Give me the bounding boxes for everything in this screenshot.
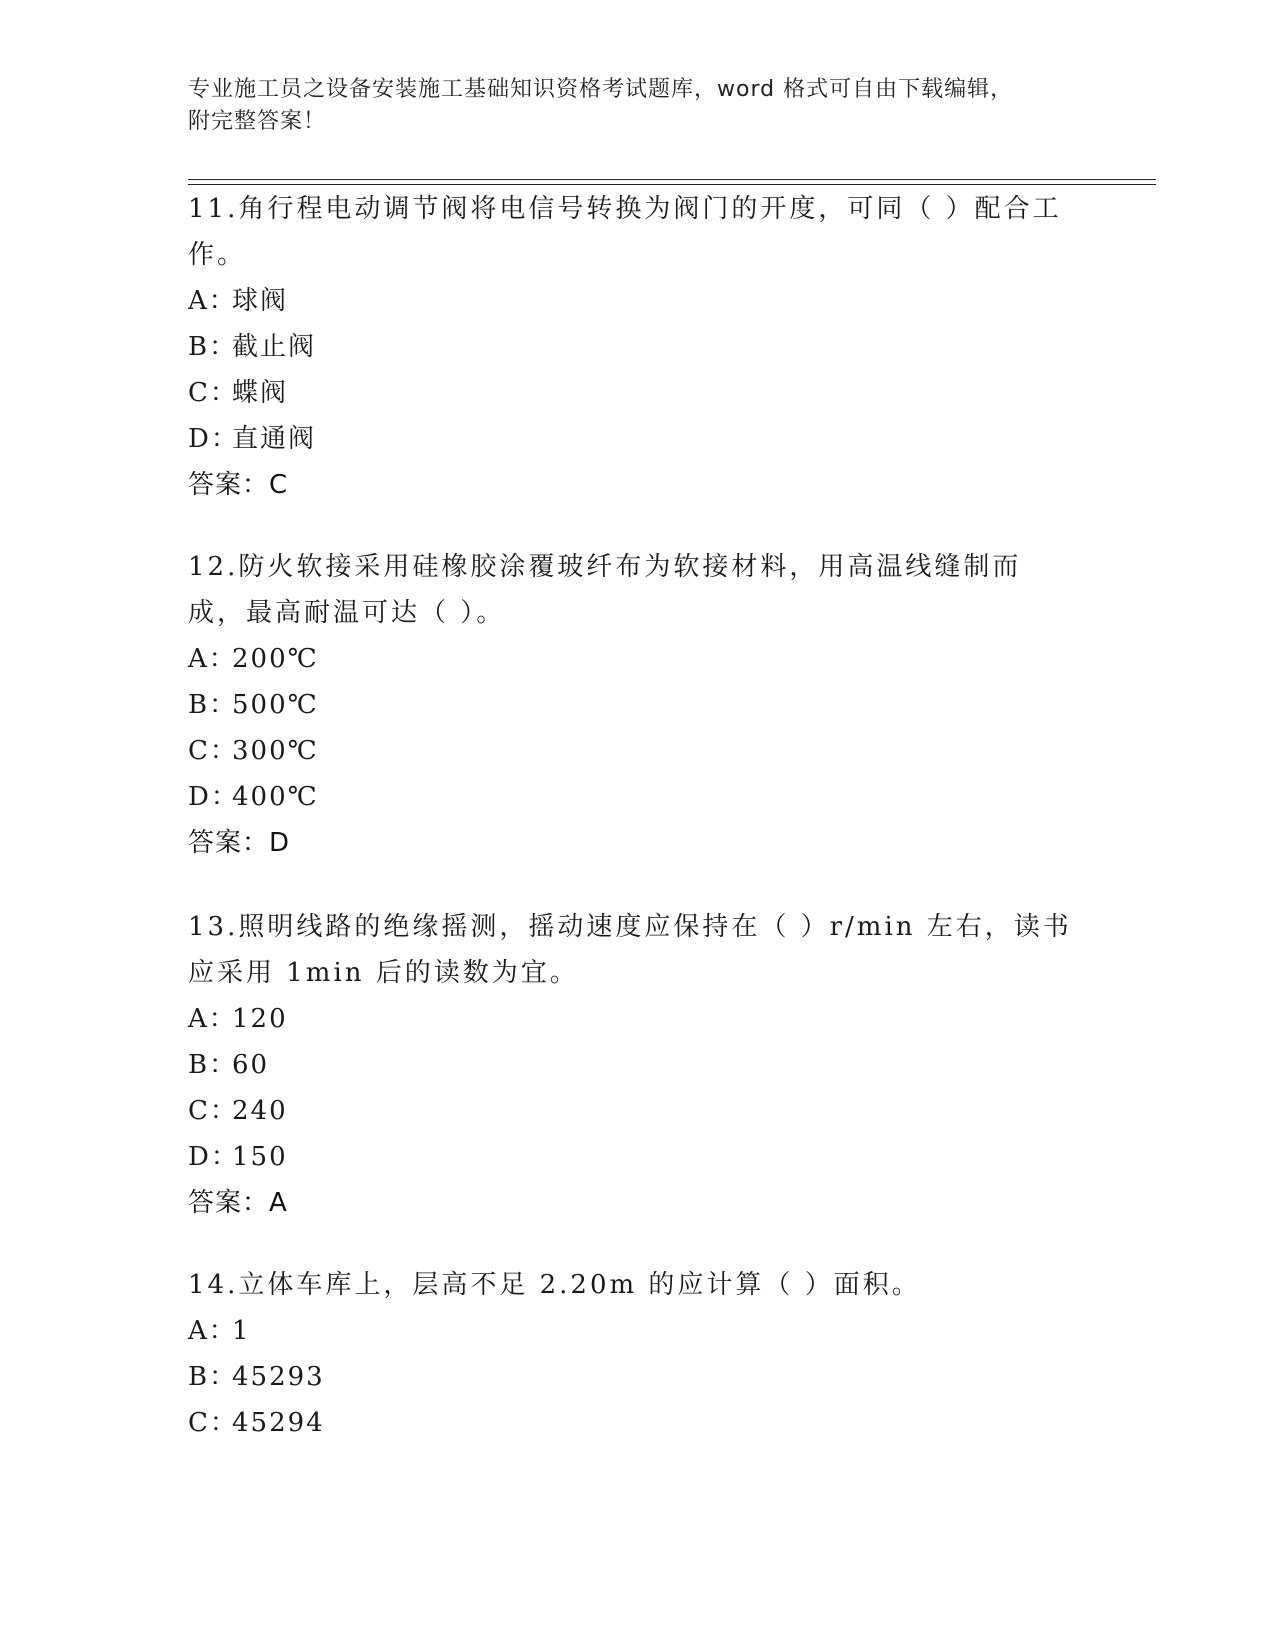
option-text: 150: [232, 1142, 288, 1172]
question-stem: 11.角行程电动调节阀将电信号转换为阀门的开度，可同（ ）配合工作。: [188, 194, 1062, 270]
option-text: 60: [232, 1050, 270, 1080]
option-letter: B：: [188, 332, 238, 362]
header-divider-top: [188, 179, 1156, 180]
option-text: 45294: [232, 1408, 325, 1438]
header-divider-bottom: [188, 184, 1156, 185]
question-11: [188, 186, 1088, 508]
option-text: 45293: [232, 1362, 325, 1392]
option-b: [188, 1354, 1088, 1400]
answer-line: 答案：D: [188, 828, 291, 858]
answer-line: 答案：C: [188, 470, 289, 500]
document-header: [188, 74, 1088, 138]
option-letter: C：: [188, 378, 238, 408]
question-13: [188, 904, 1088, 1226]
answer-line: 答案：A: [188, 1188, 288, 1218]
option-letter: B：: [188, 1362, 238, 1392]
option-c: [188, 728, 1088, 774]
option-b: [188, 1042, 1088, 1088]
option-d: [188, 416, 1088, 462]
option-letter: B：: [188, 690, 238, 720]
option-b: [188, 324, 1088, 370]
option-text: 240: [232, 1096, 288, 1126]
question-14: [188, 1262, 1088, 1446]
question-stem: 12.防火软接采用硅橡胶涂覆玻纤布为软接材料，用高温线缝制而成，最高耐温可达（ ）。: [188, 552, 1022, 628]
option-a: [188, 636, 1088, 682]
option-a: [188, 1308, 1088, 1354]
option-c: [188, 1400, 1088, 1446]
option-a: [188, 278, 1088, 324]
option-d: [188, 774, 1088, 820]
question-stem: 14.立体车库上，层高不足 2.20m 的应计算（ ）面积。: [188, 1270, 921, 1300]
option-text: 蝶阀: [232, 378, 289, 408]
option-text: 500℃: [232, 690, 319, 720]
option-letter: D：: [188, 782, 239, 812]
question-stem: 13.照明线路的绝缘摇测，摇动速度应保持在（ ）r/min 左右，读书应采用 1min 后的读数为宜。: [188, 912, 1072, 988]
option-text: 球阀: [232, 286, 289, 316]
option-text: 直通阀: [232, 424, 317, 454]
option-letter: D：: [188, 424, 239, 454]
option-a: [188, 996, 1088, 1042]
option-b: [188, 682, 1088, 728]
option-letter: C：: [188, 1408, 238, 1438]
option-letter: D：: [188, 1142, 239, 1172]
option-text: 200℃: [232, 644, 319, 674]
header-line-2: 附完整答案！: [188, 109, 327, 134]
option-letter: A：: [188, 286, 237, 316]
option-text: 300℃: [232, 736, 319, 766]
option-c: [188, 370, 1088, 416]
option-text: 120: [232, 1004, 288, 1034]
question-12: [188, 544, 1088, 866]
option-text: 截止阀: [232, 332, 317, 362]
header-line-1: 专业施工员之设备安装施工基础知识资格考试题库，word 格式可自由下载编辑，: [188, 77, 1014, 102]
option-letter: B：: [188, 1050, 238, 1080]
option-letter: A：: [188, 644, 237, 674]
option-letter: A：: [188, 1004, 237, 1034]
option-c: [188, 1088, 1088, 1134]
option-text: 1: [232, 1316, 251, 1346]
option-text: 400℃: [232, 782, 319, 812]
option-letter: A：: [188, 1316, 237, 1346]
option-d: [188, 1134, 1088, 1180]
option-letter: C：: [188, 1096, 238, 1126]
option-letter: C：: [188, 736, 238, 766]
